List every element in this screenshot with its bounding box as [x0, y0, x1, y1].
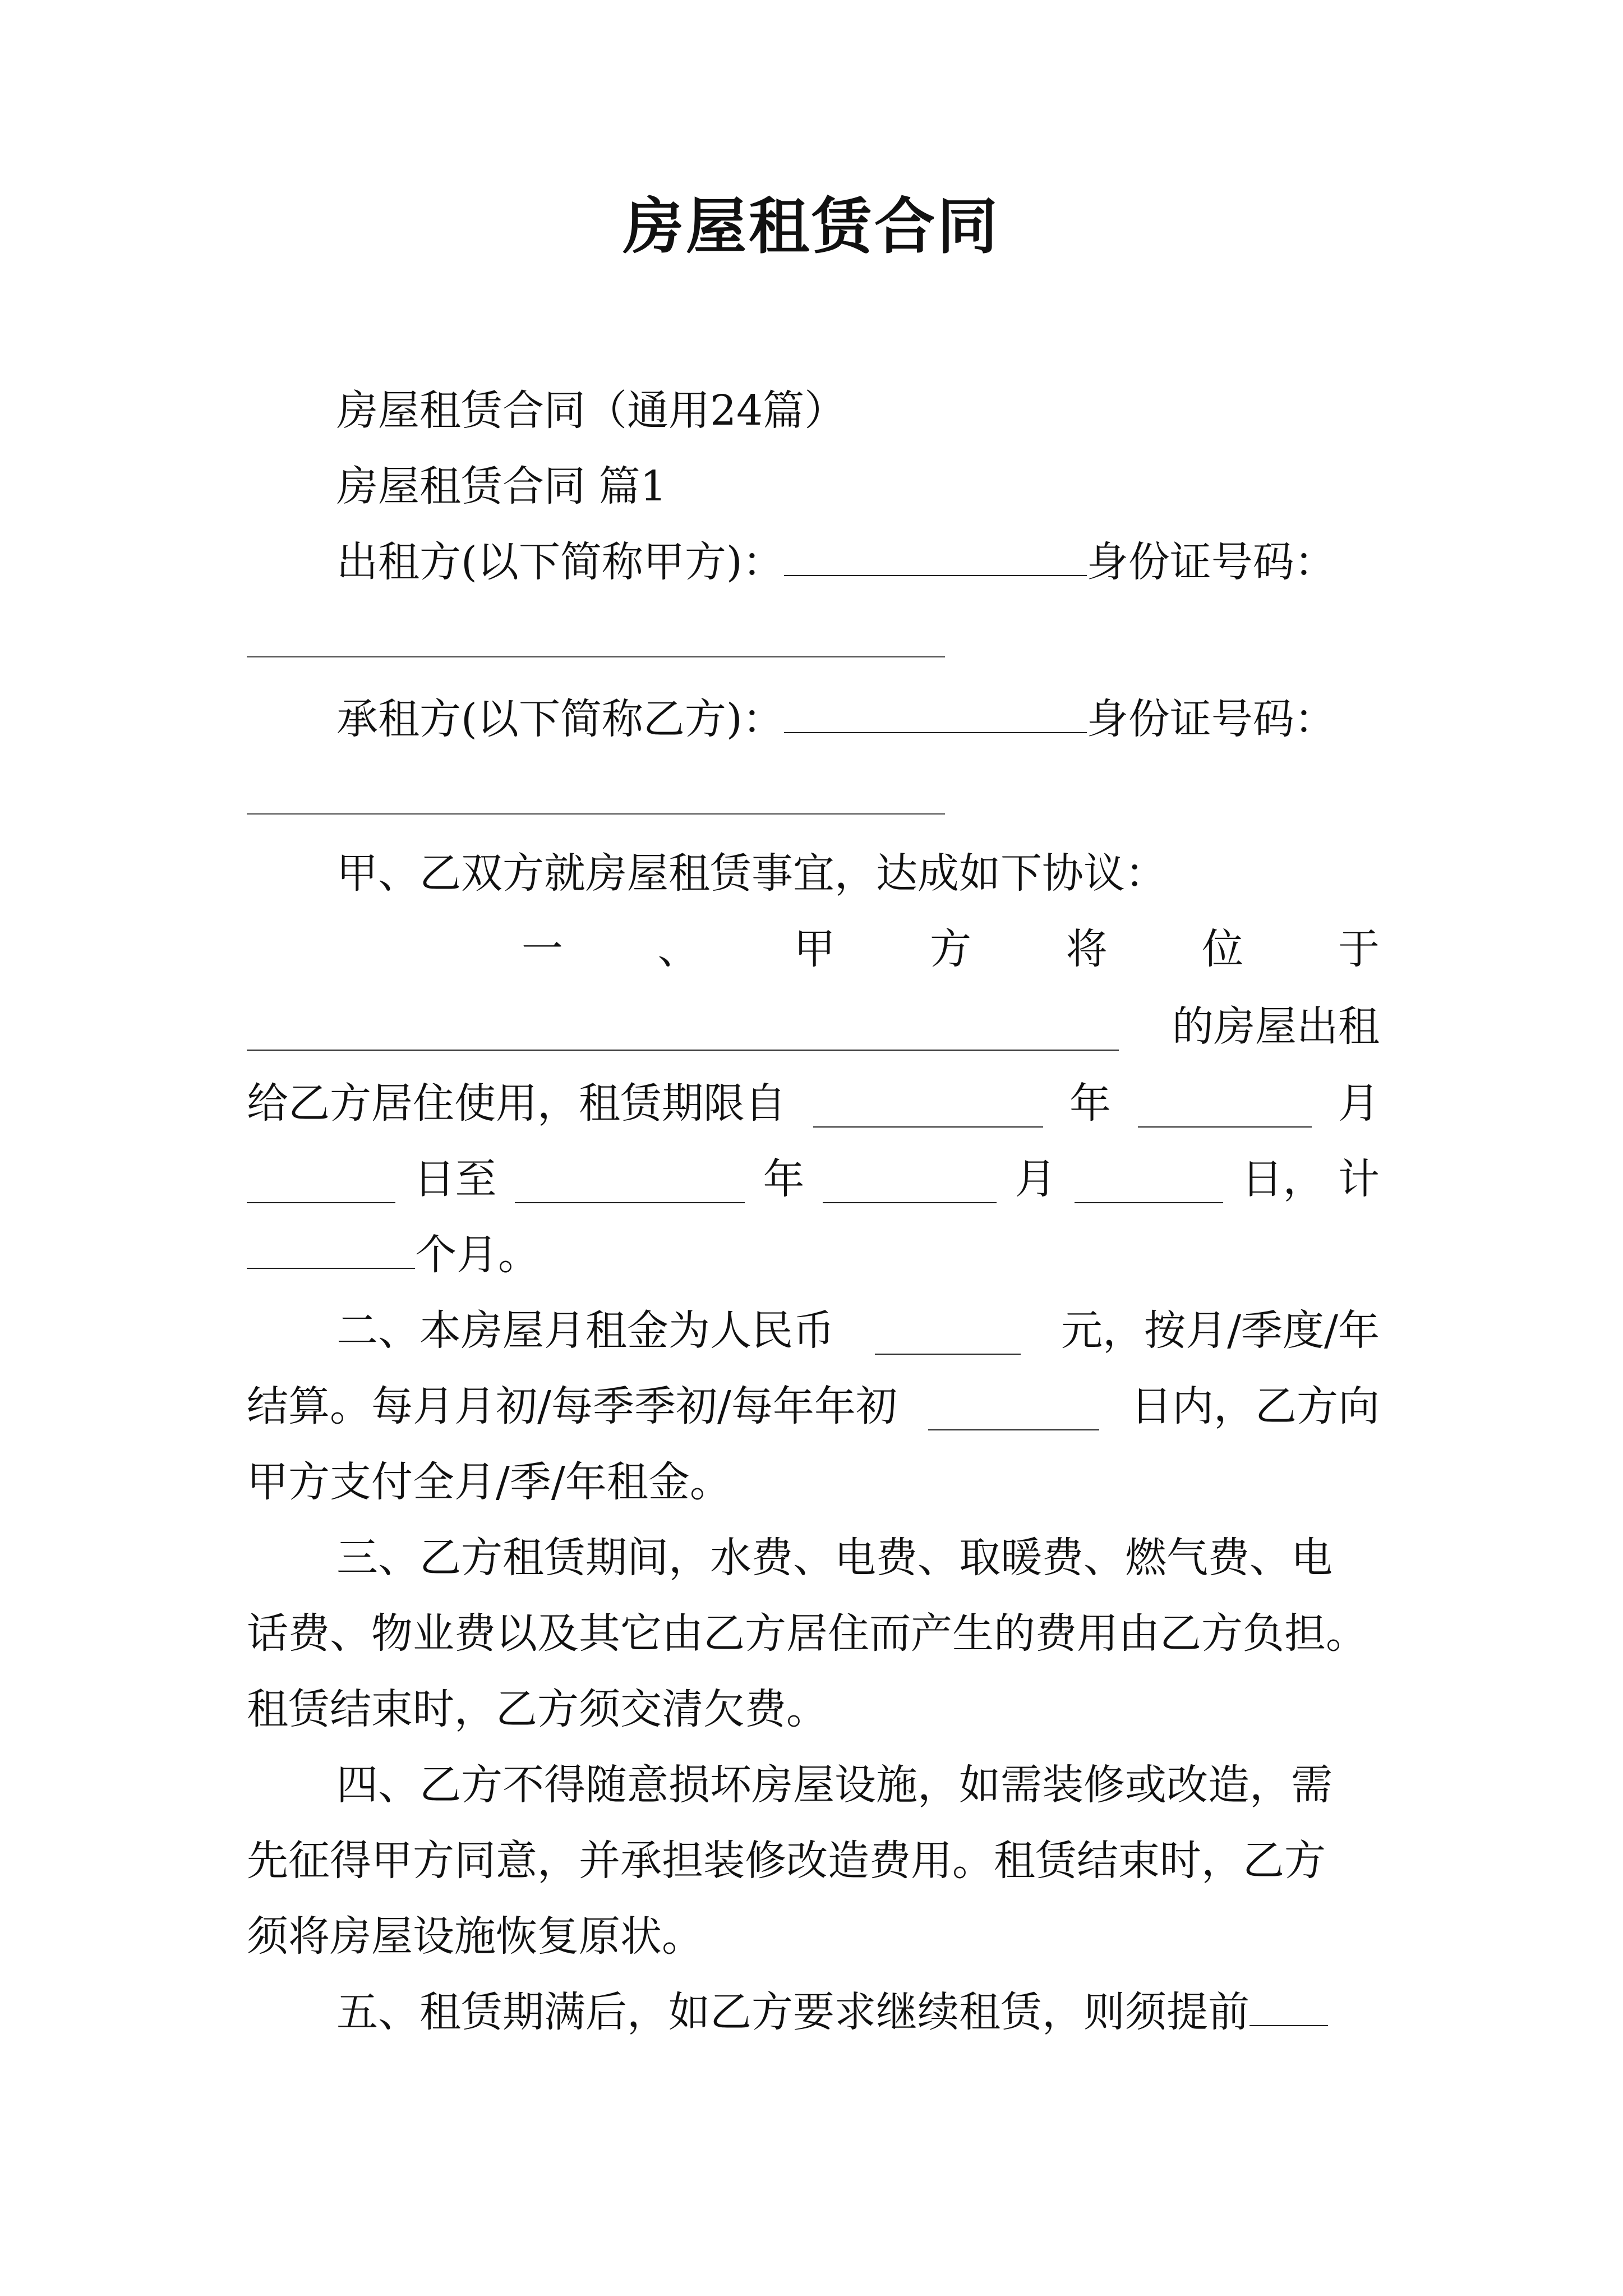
month-label: 月	[1338, 1079, 1380, 1128]
clause1-lease-start-text: 给乙方居住使用，租赁期限自	[247, 1079, 786, 1128]
clause1-line2	[247, 1003, 1380, 1051]
month-label: 月	[1015, 1155, 1057, 1203]
clause4-line2: 先征得甲方同意，并承担装修改造费用。租赁结束时，乙方	[247, 1837, 1326, 1885]
clause1-line1	[522, 926, 1380, 973]
year-label: 年	[763, 1155, 805, 1203]
lessor-line	[336, 539, 1380, 586]
day-comma-label: 日，	[1241, 1155, 1325, 1203]
lessor-name-blank[interactable]	[784, 540, 1087, 576]
clause2-settlement-text: 元，按月/季度/年	[1061, 1306, 1380, 1355]
clause2-payer-text: 日内，乙方向	[1131, 1382, 1380, 1430]
document-subtitle: 房屋租赁合同（通用24篇）	[336, 386, 846, 435]
end-year-blank[interactable]	[515, 1167, 745, 1203]
payment-days-blank[interactable]	[928, 1394, 1099, 1430]
clause1-line4	[247, 1156, 1380, 1203]
day-to-label: 日至	[413, 1155, 497, 1203]
clause1-char: 、	[657, 925, 699, 973]
renewal-notice-blank[interactable]	[1249, 1990, 1328, 2026]
clause2-payment-text: 结算。每月月初/每季季初/每年年初	[247, 1382, 897, 1430]
lessee-id-label: 身份证号码：	[1086, 695, 1336, 743]
lessee-line	[336, 696, 1380, 743]
clause5-text: 五、租赁期满后，如乙方要求继续租赁，则须提前	[336, 1988, 1249, 2036]
lessee-name-blank[interactable]	[784, 697, 1087, 733]
start-month-blank[interactable]	[1138, 1091, 1312, 1128]
clause1-char: 甲	[794, 925, 836, 973]
clause4-line3: 须将房屋设施恢复原状。	[247, 1912, 703, 1961]
count-label: 计	[1338, 1155, 1380, 1203]
months-label: 个月。	[415, 1231, 540, 1279]
clause4-line1: 四、乙方不得随意损坏房屋设施，如需装修或改造，需	[336, 1761, 1332, 1809]
document-title: 房屋租赁合同	[623, 191, 1000, 262]
rent-amount-blank[interactable]	[875, 1318, 1021, 1355]
end-day-blank[interactable]	[1075, 1167, 1223, 1203]
month-count-blank[interactable]	[247, 1232, 415, 1269]
lessor-label: 出租方(以下简称甲方)：	[336, 538, 784, 586]
clause1-line5	[247, 1231, 1380, 1279]
clause1-char: 将	[1066, 925, 1108, 973]
clause2-line2	[247, 1383, 1380, 1430]
start-year-blank[interactable]	[813, 1091, 1043, 1128]
lessor-id-blank[interactable]	[247, 656, 945, 657]
lessee-label: 承租方(以下简称乙方)：	[336, 695, 784, 743]
clause2-rent-text: 二、本房屋月租金为人民币	[336, 1306, 834, 1355]
clause3-line3: 租赁结束时，乙方须交清欠费。	[247, 1685, 828, 1733]
property-location-blank[interactable]	[247, 1014, 1119, 1051]
clause2-line3: 甲方支付全月/季/年租金。	[247, 1458, 731, 1506]
clause1-char: 位	[1202, 925, 1244, 973]
clause1-char: 于	[1338, 925, 1380, 973]
clause1-char: 方	[929, 925, 971, 973]
lessee-id-blank[interactable]	[247, 813, 945, 815]
clause5-line1	[336, 1989, 1380, 2036]
clause1-char: 一	[522, 925, 563, 973]
clause1-tail: 的房屋出租	[1172, 1002, 1380, 1051]
end-month-blank[interactable]	[823, 1167, 997, 1203]
lessor-id-label: 身份证号码：	[1086, 538, 1336, 586]
year-label: 年	[1069, 1079, 1111, 1128]
agreement-intro: 甲、乙双方就房屋租赁事宜，达成如下协议：	[336, 849, 1166, 898]
start-day-blank[interactable]	[247, 1167, 395, 1203]
section-heading: 房屋租赁合同 篇1	[336, 462, 667, 510]
clause2-line1	[336, 1307, 1380, 1355]
clause3-line1: 三、乙方租赁期间，水费、电费、取暖费、燃气费、电	[336, 1534, 1332, 1582]
clause1-line3	[247, 1080, 1380, 1128]
clause3-line2: 话费、物业费以及其它由乙方居住而产生的费用由乙方负担。	[247, 1609, 1367, 1658]
